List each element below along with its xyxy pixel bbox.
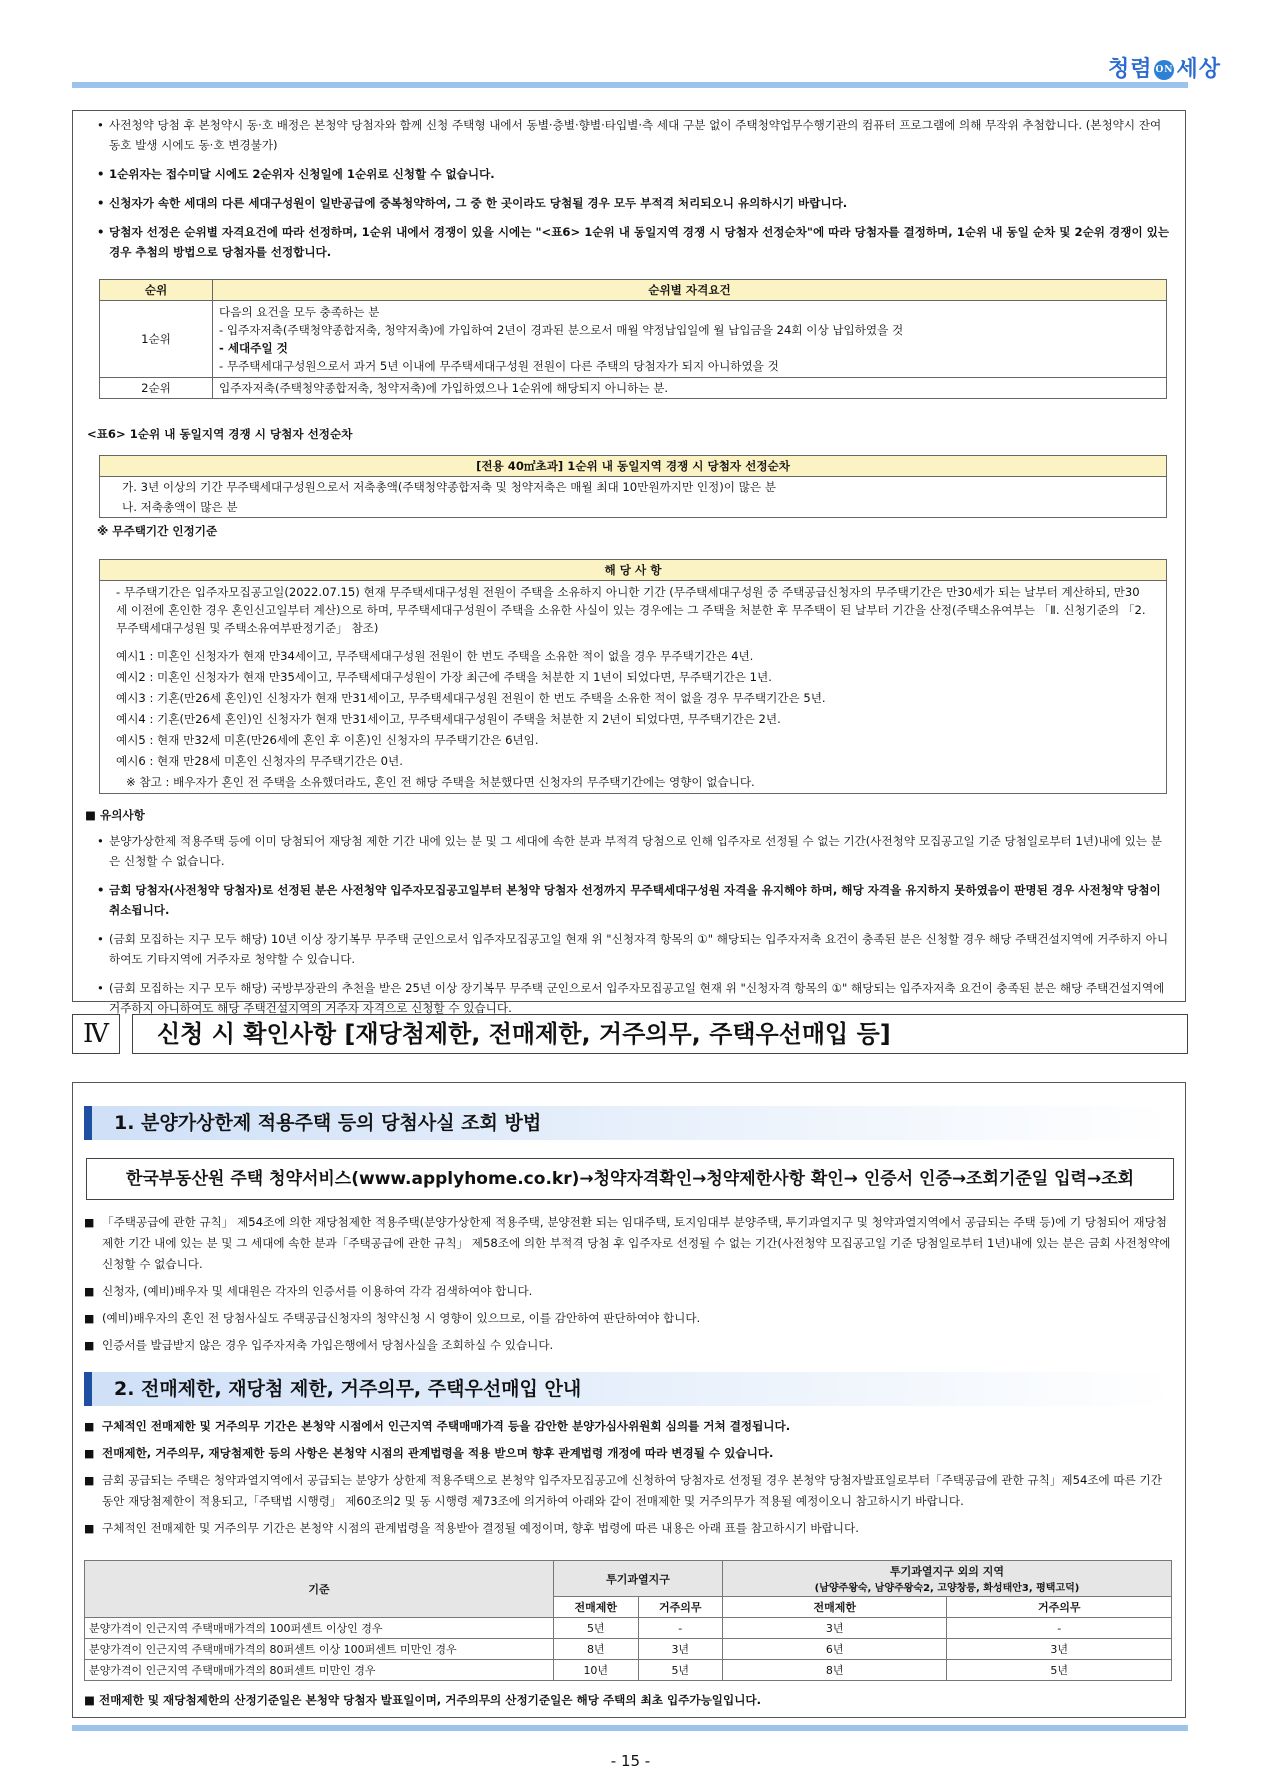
requirement-line: 입주자저축(주택청약종합저축, 청약저축)에 가입하였으나 1순위에 해당되지 아니하는 분. bbox=[213, 378, 1167, 399]
value-cell: 5년 bbox=[638, 1660, 723, 1681]
example-line: 예시6 : 현재 만28세 미혼인 신청자의 무주택기간은 0년. bbox=[116, 754, 403, 768]
section-header bbox=[72, 1014, 1188, 1058]
brand-logo: 청렴 ON 세상 bbox=[1107, 56, 1221, 82]
requirement-line: - 세대주일 것 bbox=[219, 341, 288, 355]
requirement-line: - 무주택세대구성원으로서 과거 5년 이내에 무주택세대구성원 전원이 다른 주택의 당첨자가 되지 아니하였을 것 bbox=[219, 359, 779, 373]
bullet-item: • 당첨자 선정은 순위별 자격요건에 따라 선정하며, 1순위 내에서 경쟁이 있을 시에는 "<표6> 1순위 내 동일지역 경쟁 시 당첨자 선정순차"에 따라 당첨자를 결정하며, 1순위 내 동일 순차 및 2순위 경쟁이 있는 경우 추첨의 방법으로 당첨자를 선정합니다. bbox=[87, 222, 1173, 262]
table-caption: ※ 무주택기간 인정기준 bbox=[97, 524, 218, 538]
example-line: 예시2 : 미혼인 신청자가 현재 만35세이고, 무주택세대구성원이 가장 최근에 주택을 처분한 지 1년이 되었다면, 무주택기간은 1년. bbox=[116, 670, 772, 684]
col-header: 전매제한 bbox=[723, 1597, 947, 1618]
example-line: 예시4 : 기혼(만26세 혼인)인 신청자가 현재 만31세이고, 무주택세대구성원이 주택을 처분한 지 2년이 되었다면, 무주택기간은 2년. bbox=[116, 712, 781, 726]
notice-item: • (금회 모집하는 지구 모두 해당) 국방부장관의 추천을 받은 25년 이상 장기복무 무주택 군인으로서 입주자모집공고일 현재 위 "신청자격 항목의 ①" 해당되는 입주자저축 요건이 충족된 분은 해당 주택건설지역에 거주하지 아니하여도 해당 주택건설지역의 거주자 자격으로 신청할 수 있습니다. bbox=[87, 978, 1173, 1018]
info-item: ■ 인증서를 발급받지 않은 경우 입주자저축 가입은행에서 당첨사실을 조회하실 수 있습니다. bbox=[82, 1335, 1174, 1356]
col-header-sub: (남양주왕숙, 남양주왕숙2, 고양창릉, 화성태안3, 평택고덕) bbox=[814, 1583, 1080, 1594]
table-header: 해 당 사 항 bbox=[100, 560, 1166, 581]
col-header: 전매제한 bbox=[554, 1597, 639, 1618]
col-header bbox=[723, 1561, 1172, 1597]
notice-item: • 분양가상한제 적용주택 등에 이미 당첨되어 재당첨 제한 기간 내에 있는 분 및 그 세대에 속한 분과 부적격 당첨으로 인해 입주자로 선정될 수 없는 기간(사전청약 모집공고일 기준 당첨일로부터 1년)내에 있는 분은 신청할 수 없습니다. bbox=[87, 831, 1173, 871]
bullet-item: • 1순위자는 접수미달 시에도 2순위자 신청일에 1순위로 신청할 수 없습니다. bbox=[87, 164, 1173, 184]
priority-table bbox=[99, 455, 1167, 518]
lookup-path: 한국부동산원 주택 청약서비스(www.applyhome.co.kr)→청약자격확인→청약제한사항 확인→ 인증서 인증→조회기준일 입력→조회 bbox=[86, 1158, 1174, 1200]
info-item: ■ 금회 공급되는 주택은 청약과열지역에서 공급되는 분양가 상한제 적용주택으로 본청약 입주자모집공고에 신청하여 당첨자로 선정될 경우 본청약 당첨자발표일로부터「주택공급에 관한 규칙」제54조에 따른 기간 동안 재당첨제한이 적용되고,「주택법 시행령」 제60조의2 및 동 시행령 제73조에 의거하여 아래와 같이 전매제한 및 거주의무가 적용될 예정이오니 참고하시기 바랍니다. bbox=[82, 1470, 1174, 1512]
info-box bbox=[72, 110, 1186, 1015]
value-cell: - bbox=[638, 1618, 723, 1639]
notice-item: • (금회 모집하는 지구 모두 해당) 10년 이상 장기복무 무주택 군인으로서 입주자모집공고일 현재 위 "신청자격 항목의 ①" 해당되는 입주자저축 요건이 충족된 분은 신청할 경우 해당 주택건설지역에 거주하지 아니하여도 기타지역에 거주자로 청약할 수 있습니다. bbox=[87, 929, 1173, 969]
rank-table bbox=[99, 279, 1167, 399]
value-cell: 5년 bbox=[554, 1618, 639, 1639]
page-number: - 15 - bbox=[610, 1752, 651, 1770]
footer-note: ■ 전매제한 및 재당첨제한의 산정기준일은 본청약 당첨자 발표일이며, 거주의무의 산정기준일은 해당 주택의 최초 입주가능일입니다. bbox=[84, 1693, 762, 1707]
table-row bbox=[85, 1639, 1172, 1660]
header-rule bbox=[72, 82, 1188, 88]
col-header: 순위별 자격요건 bbox=[213, 280, 1167, 301]
nohouse-table bbox=[99, 559, 1167, 794]
notice-item: • 금회 당첨자(사전청약 당첨자)로 선정된 분은 사전청약 입주자모집공고일부터 본청약 당첨자 선정까지 무주택세대구성원 자격을 유지해야 하며, 해당 자격을 유지하지 못하였음이 판명된 경우 사전청약 당첨이 취소됩니다. bbox=[87, 880, 1173, 920]
rank-label: 2순위 bbox=[100, 378, 213, 399]
example-note: ※ 참고 : 배우자가 혼인 전 주택을 소유했더라도, 혼인 전 해당 주택을 처분했다면 신청자의 무주택기간에는 영향이 없습니다. bbox=[126, 775, 755, 789]
section-title: 신청 시 확인사항 [재당첨제한, 전매제한, 거주의무, 주택우선매입 등] bbox=[132, 1014, 1188, 1054]
value-cell: 6년 bbox=[723, 1639, 947, 1660]
col-header: 거주의무 bbox=[638, 1597, 723, 1618]
info-item: ■ 전매제한, 거주의무, 재당첨제한 등의 사항은 본청약 시점의 관계법령을 적용 받으며 향후 관계법령 개정에 따라 변경될 수 있습니다. bbox=[82, 1443, 1174, 1464]
table-row: 가. 3년 이상의 기간 무주택세대구성원으로서 저축총액(주택청약종합저축 및 청약저축은 매월 최대 10만원까지만 인정)이 많은 분 bbox=[122, 480, 776, 494]
nohouse-text: - 무주택기간은 입주자모집공고일(2022.07.15) 현재 무주택세대구성원 전원이 주택을 소유하지 아니한 기간 (무주택세대구성원 중 주택공급신청자의 무주택기간은 만30세가 되는 날부터 계산하되, 만30세 이전에 혼인한 경우 혼인신고일부터 계산)으로 하며, 무주택세대구성원이 주택을 소유한 사실이 있는 경우에는 그 주택을 처분한 후 무주택이 된 날부터 기간을 산정(주택소유여부는 「Ⅱ. 신청기준의 「2. 무주택세대구성원 및 주택소유여부판정기준」 참조) bbox=[116, 585, 1146, 635]
value-cell: 3년 bbox=[638, 1639, 723, 1660]
subsection-title: 1. 분양가상한제 적용주택 등의 당첨사실 조회 방법 bbox=[84, 1106, 1174, 1140]
resale-table bbox=[84, 1560, 1172, 1681]
value-cell: - bbox=[947, 1618, 1172, 1639]
value-cell: 5년 bbox=[947, 1660, 1172, 1681]
info-item: ■ (예비)배우자의 혼인 전 당첨사실도 주택공급신청자의 청약신청 시 영향이 있으므로, 이를 감안하여 판단하여야 합니다. bbox=[82, 1308, 1174, 1329]
requirement-line: 다음의 요건을 모두 충족하는 분 bbox=[219, 305, 380, 319]
footer-rule bbox=[72, 1725, 1188, 1731]
requirement-line: - 입주자저축(주택청약종합저축, 청약저축)에 가입하여 2년이 경과된 분으로서 매월 약정납입일에 월 납입금을 24회 이상 납입하였을 것 bbox=[219, 323, 904, 337]
info-item: ■ 「주택공급에 관한 규칙」 제54조에 의한 재당첨제한 적용주택(분양가상한제 적용주택, 분양전환 되는 임대주택, 토지임대부 분양주택, 투기과열지구 및 청약과열지역에서 공급되는 주택 등)에 기 당첨되어 재당첨 제한 기간 내에 있는 분 및 그 세대에 속한 분과「주택공급에 관한 규칙」 제58조에 의한 부적격 당첨 후 입주자로 선정될 수 없는 기간(사전청약 모집공고일 기준 당첨일로부터 1년)내에 있는 분은 금회 사전청약에 신청할 수 없습니다. bbox=[82, 1212, 1174, 1275]
section-number: Ⅳ bbox=[72, 1014, 120, 1054]
value-cell: 3년 bbox=[947, 1639, 1172, 1660]
basis-cell: 분양가격이 인근지역 주택매매가격의 80퍼센트 이상 100퍼센트 미만인 경우 bbox=[85, 1639, 554, 1660]
rank-label: 1순위 bbox=[100, 301, 213, 378]
example-line: 예시1 : 미혼인 신청자가 현재 만34세이고, 무주택세대구성원 전원이 한 번도 주택을 소유한 적이 없을 경우 무주택기간은 4년. bbox=[116, 649, 754, 663]
col-header: 거주의무 bbox=[947, 1597, 1172, 1618]
value-cell: 8년 bbox=[723, 1660, 947, 1681]
notice-title: ■ 유의사항 bbox=[85, 808, 145, 822]
value-cell: 10년 bbox=[554, 1660, 639, 1681]
col-header: 투기과열지구 bbox=[554, 1561, 723, 1597]
bullet-item: • 신청자가 속한 세대의 다른 세대구성원이 일반공급에 중복청약하여, 그 중 한 곳이라도 당첨될 경우 모두 부적격 처리되오니 유의하시기 바랍니다. bbox=[87, 193, 1173, 213]
col-header-label: 투기과열지구 외의 지역 bbox=[890, 1565, 1004, 1578]
table-row: 나. 저축총액이 많은 분 bbox=[122, 500, 238, 514]
info-item: ■ 구체적인 전매제한 및 거주의무 기간은 본청약 시점에서 인근지역 주택매매가격 등을 감안한 분양가심사위원회 심의를 거쳐 결정됩니다. bbox=[82, 1416, 1174, 1437]
value-cell: 8년 bbox=[554, 1639, 639, 1660]
bullet-item: • 사전청약 당첨 후 본청약시 동·호 배정은 본청약 당첨자와 함께 신청 주택형 내에서 동별·층별·향별·타입별·측 세대 구분 없이 주택청약업무수행기관의 컴퓨터 프로그램에 의해 무작위 추첨합니다. (본청약시 잔여 동호 발생 시에도 동·호 변경불가) bbox=[87, 115, 1173, 155]
info-item: ■ 구체적인 전매제한 및 거주의무 기간은 본청약 시점의 관계법령을 적용받아 결정될 예정이며, 향후 법령에 따른 내용은 아래 표를 참고하시기 바랍니다. bbox=[82, 1518, 1174, 1539]
col-header: 순위 bbox=[100, 280, 213, 301]
basis-cell: 분양가격이 인근지역 주택매매가격의 100퍼센트 이상인 경우 bbox=[85, 1618, 554, 1639]
table-header: [전용 40㎡초과] 1순위 내 동일지역 경쟁 시 당첨자 선정순차 bbox=[100, 456, 1166, 477]
value-cell: 3년 bbox=[723, 1618, 947, 1639]
basis-cell: 분양가격이 인근지역 주택매매가격의 80퍼센트 미만인 경우 bbox=[85, 1660, 554, 1681]
example-line: 예시5 : 현재 만32세 미혼(만26세에 혼인 후 이혼)인 신청자의 무주택기간은 6년임. bbox=[116, 733, 539, 747]
table-caption: <표6> 1순위 내 동일지역 경쟁 시 당첨자 선정순차 bbox=[87, 427, 353, 441]
subsection-title: 2. 전매제한, 재당첨 제한, 거주의무, 주택우선매입 안내 bbox=[84, 1372, 1174, 1406]
table-row bbox=[85, 1618, 1172, 1639]
col-header: 기준 bbox=[85, 1561, 554, 1618]
table-row bbox=[85, 1660, 1172, 1681]
info-item: ■ 신청자, (예비)배우자 및 세대원은 각자의 인증서를 이용하여 각각 검색하여야 합니다. bbox=[82, 1281, 1174, 1302]
example-line: 예시3 : 기혼(만26세 혼인)인 신청자가 현재 만31세이고, 무주택세대구성원 전원이 한 번도 주택을 소유한 적이 없을 경우 무주택기간은 5년. bbox=[116, 691, 826, 705]
